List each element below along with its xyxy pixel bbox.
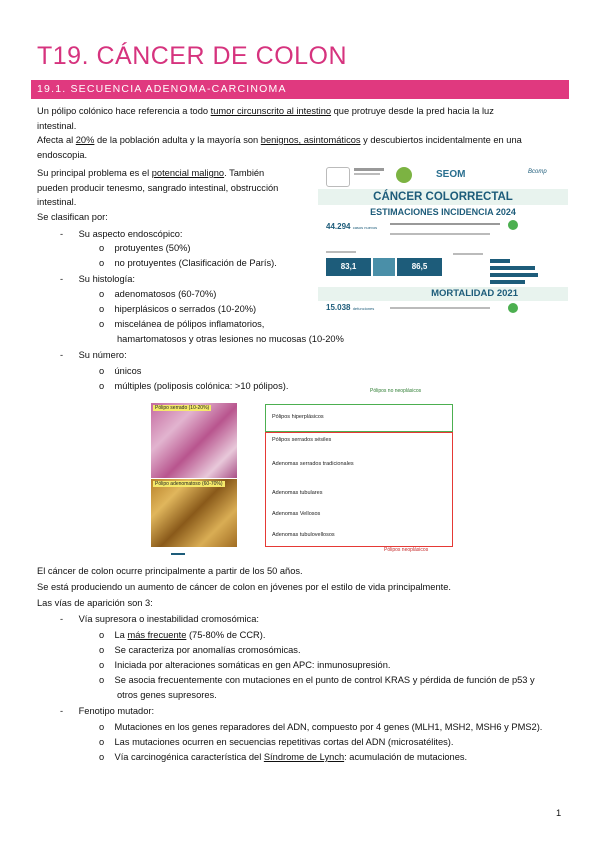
stat-box-value: 86,5: [411, 262, 428, 271]
logo-icon: [396, 167, 412, 183]
list-item: Su aspecto endoscópico:: [78, 229, 183, 239]
text: : acumulación de mutaciones.: [344, 752, 468, 762]
text-line: [390, 307, 490, 309]
list-bullet: o La más frecuente (75-80% de CCR).: [99, 630, 266, 640]
list-item: Se caracteriza por anomalías cromosómicas.: [114, 645, 301, 655]
list-bullet: o Vía carcinogénica característica del Síndrome de Lynch: acumulación de mutaciones.: [99, 752, 468, 762]
bar-mark: [490, 280, 525, 284]
stat-value: 44.294: [326, 222, 351, 231]
text: y descubiertos incidentalmente en una: [360, 135, 522, 145]
list-item: Las mutaciones ocurren en secuencias repetitivas cortas del ADN (microsatélites).: [114, 737, 454, 747]
seom-logo: SEOM: [436, 169, 466, 180]
text: Su principal problema es el: [37, 168, 152, 178]
text: de la población adulta y la mayoría son: [94, 135, 261, 145]
underlined-text: potencial maligno: [151, 168, 225, 178]
text-line: [390, 223, 500, 225]
list-item: Su histología:: [78, 274, 135, 284]
list-bullet: o protuyentes (50%): [99, 243, 191, 253]
paragraph-pathways: Las vías de aparición son 3:: [37, 598, 153, 608]
list-item: múltiples (poliposis colónica: >10 pólipos).: [114, 381, 289, 391]
text-line: [326, 251, 356, 253]
bar-mark: [490, 259, 510, 263]
figure-label-neoplastic: Pólipos neoplásicos: [384, 547, 429, 553]
stat-box-value: 83,1: [340, 262, 357, 271]
logo-icon: [326, 167, 350, 187]
polyp-type: Adenomas serrados tradicionales: [272, 461, 354, 467]
stat-new-cases: [326, 222, 377, 231]
underlined-text: 20%: [75, 135, 95, 145]
list-dash-histology: - Su histología:: [60, 274, 135, 284]
list-item: Se asocia frecuentemente con mutaciones en el punto de control KRAS y pérdida de función de p53 y: [114, 675, 535, 685]
list-bullet: o múltiples (poliposis colónica: >10 pólipos).: [99, 381, 289, 391]
list-item: no protuyentes (Clasificación de París).: [114, 258, 277, 268]
paragraph-young: Se está produciendo un aumento de cáncer de colon en jóvenes por el estilo de vida principalmente.: [37, 582, 451, 592]
figure-label-non-neoplastic: Pólipos no neoplásicos: [370, 388, 422, 394]
list-item: adenomatosos (60-70%): [114, 289, 217, 299]
stat-box: [373, 258, 395, 276]
list-item: Mutaciones en los genes reparadores del ADN, compuesto por 4 genes (MLH1, MSH2, MSH6 y PMS2).: [114, 722, 543, 732]
list-dash-mutator: - Fenotipo mutador:: [60, 706, 155, 716]
list-item: Iniciada por alteraciones somáticas en gen APC: inmunosupresión.: [114, 660, 391, 670]
polyp-type: Pólipos serrados sésiles: [272, 437, 332, 443]
list-bullet: o Se caracteriza por anomalías cromosómicas.: [99, 645, 301, 655]
text: Afecta al: [37, 135, 76, 145]
text: . También: [224, 168, 265, 178]
infographic-title: CÁNCER COLORRECTAL: [373, 191, 513, 203]
list-bullet: o no protuyentes (Clasificación de París).: [99, 258, 277, 268]
stat-label: casos nuevos: [352, 225, 378, 230]
list-bullet: o Iniciada por alteraciones somáticas en gen APC: inmunosupresión.: [99, 660, 391, 670]
badge-icon: [508, 303, 518, 313]
paragraph-definition: [37, 104, 567, 162]
underlined-text: benignos, asintomáticos: [260, 135, 361, 145]
page-title: T19. CÁNCER DE COLON: [37, 42, 348, 70]
list-item: miscelánea de pólipos inflamatorios,: [114, 319, 265, 329]
polyp-type: Adenomas tubulovellosos: [272, 532, 335, 538]
bar-mark: [490, 266, 535, 270]
polyp-type: Adenomas tubulares: [272, 490, 323, 496]
list-item: Fenotipo mutador:: [78, 706, 155, 716]
text: intestinal.: [37, 120, 77, 131]
divider: [171, 553, 185, 555]
list-bullet: o Se asocia frecuentemente con mutaciones en el punto de control KRAS y pérdida de función de p53 y: [99, 675, 535, 685]
polyp-type: Pólipos hiperplásicos: [272, 414, 324, 420]
list-dash-aspect: - Su aspecto endoscópico:: [60, 229, 183, 239]
text-line: [390, 233, 490, 235]
text-line: [453, 253, 483, 255]
stat-value: 15.038: [326, 303, 351, 312]
text: intestinal.: [37, 197, 77, 207]
text: que protruye desde la pred hacia la luz: [331, 106, 494, 116]
underlined-text: más frecuente: [127, 630, 187, 640]
underlined-text: tumor circunscrito al intestino: [210, 106, 332, 116]
histology-image-serrated: [151, 403, 237, 478]
stat-deaths: [326, 303, 374, 312]
logo-text: [354, 173, 380, 175]
text: Se clasifican por:: [37, 211, 108, 222]
stat-label: defunciones: [352, 306, 375, 311]
list-item: Vía supresora o inestabilidad cromosómica:: [78, 614, 259, 624]
text: La: [114, 630, 128, 640]
list-bullet-cont: otros genes supresores.: [117, 690, 217, 700]
badge-icon: [508, 220, 518, 230]
text: endoscopia.: [37, 149, 88, 160]
list-item: únicos: [114, 366, 142, 376]
mortality-title: MORTALIDAD 2021: [431, 288, 518, 299]
text: Vía carcinogénica característica del: [114, 752, 264, 762]
infographic-subtitle: ESTIMACIONES INCIDENCIA 2024: [370, 207, 516, 217]
section-title: 19.1. SECUENCIA ADENOMA-CARCINOMA: [37, 83, 287, 95]
text: pueden producir tenesmo, sangrado intestinal, obstrucción: [37, 182, 279, 193]
list-item: hiperplásicos o serrados (10-20%): [114, 304, 257, 314]
list-bullet: o miscelánea de pólipos inflamatorios,: [99, 319, 265, 329]
polyp-type: Adenomas Vellosos: [272, 511, 321, 517]
logo-text: [354, 168, 384, 171]
image-label: Pólipo adenomatoso (60-70%): [155, 481, 223, 487]
underlined-text: Síndrome de Lynch: [263, 752, 345, 762]
list-bullet-cont: hamartomatosos y otras lesiones no mucosas (10-20%: [117, 334, 344, 344]
image-label: Pólipo serrado (10-20%): [155, 405, 210, 411]
list-bullet: o adenomatosos (60-70%): [99, 289, 217, 299]
list-bullet: o Las mutaciones ocurren en secuencias repetitivas cortas del ADN (microsatélites).: [99, 737, 454, 747]
bar-mark: [490, 273, 538, 277]
list-item: Su número:: [78, 350, 127, 360]
list-item: protuyentes (50%): [114, 243, 191, 253]
list-bullet: o Mutaciones en los genes reparadores del ADN, compuesto por 4 genes (MLH1, MSH2, MSH6 y PMS2).: [99, 722, 543, 732]
list-dash-chromosomal: - Vía supresora o inestabilidad cromosómica:: [60, 614, 259, 624]
list-bullet: o únicos: [99, 366, 142, 376]
logo-text: Bcomp: [528, 169, 547, 175]
histology-image-adenomatous: [151, 479, 237, 547]
colorectal-cancer-infographic: [318, 165, 568, 326]
text: Un pólipo colónico hace referencia a todo: [37, 106, 211, 116]
list-dash-number: - Su número:: [60, 350, 127, 360]
paragraph-age: El cáncer de colon ocurre principalmente a partir de los 50 años.: [37, 566, 303, 576]
page-number: 1: [556, 808, 562, 818]
list-bullet: o hiperplásicos o serrados (10-20%): [99, 304, 257, 314]
paragraph-problem: [37, 166, 312, 224]
text: (75-80% de CCR).: [186, 630, 266, 640]
